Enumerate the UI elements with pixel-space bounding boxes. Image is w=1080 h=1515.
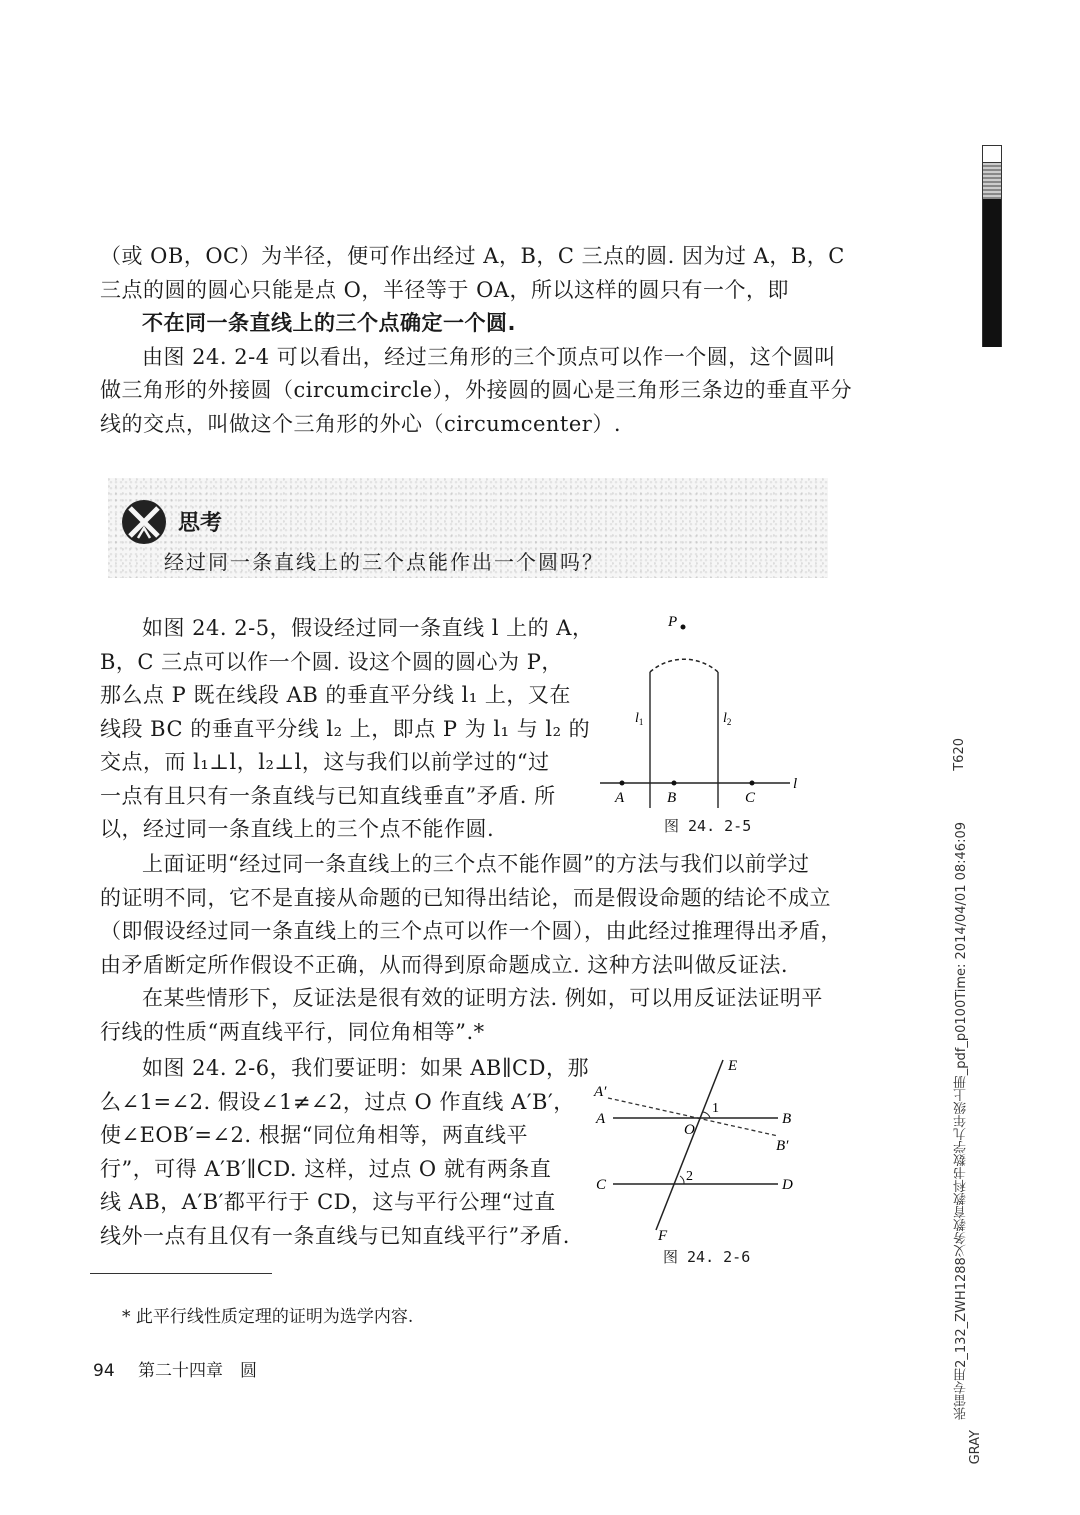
text-line: 交点，而 l₁⊥l，l₂⊥l，这与我们以前学过的“过 [100,750,550,774]
footnote-divider [90,1273,272,1274]
theorem-statement: 不在同一条直线上的三个点确定一个圆. [142,311,516,335]
page-footer [93,1356,257,1381]
svg-text:F: F [658,1228,668,1242]
figure-caption: 图 24. 2-6 [663,1248,751,1266]
footnote: * 此平行线性质定理的证明为选学内容. [122,1307,414,1327]
stamp-file-info: 张雷专用2_132_ZWH1288义务教育教科书数学九年级上册_pdf_p0100Time: 2014/04/01 08:46:09 [954,822,969,1420]
figure-24-2-6 [588,1052,803,1242]
svg-text:O: O [684,1122,695,1138]
think-title: 思考 [178,511,223,536]
svg-text:P: P [668,614,678,630]
text-line: 么∠1=∠2. 假设∠1≠∠2，过点 O 作直线 A′B′， [100,1089,575,1114]
svg-text:C: C [596,1177,607,1193]
text-line: 在某些情形下，反证法是很有效的证明方法. 例如，可以用反证法证明平 [142,986,823,1010]
svg-text:l1: $l_1$ [635,711,644,727]
svg-text:l: l [793,776,798,792]
text-line: （或 OB，OC）为半径，便可作出经过 A，B，C 三点的圆. 因为过 A，B，C [100,244,845,268]
text-line: 如图 24. 2-5，假设经过同一条直线 l 上的 A， [142,616,594,640]
figure-caption: 图 24. 2-5 [664,817,752,835]
text-line: 线 AB，A′B′都平行于 CD，这与平行公理“过直 [100,1190,556,1214]
think-box [108,478,828,578]
stamp-mode: GRAY [968,1430,983,1465]
svg-text:A: A [596,1111,606,1127]
think-question: 经过同一条直线上的三个点能作出一个圆吗？ [164,550,604,574]
text-line: 线外一点有且仅有一条直线与已知直线平行”矛盾. [100,1223,570,1248]
text-line: 一点有且只有一条直线与已知直线垂直”矛盾. 所 [100,783,556,808]
svg-text:B: B [667,790,677,806]
text-line: 由矛盾断定所作假设不正确，从而得到原命题成立. 这种方法叫做反证法. [100,952,789,977]
figure-24-2-5 [595,612,805,812]
text-line: 上面证明“经过同一条直线上的三个点不能作圆”的方法与我们以前学过 [142,852,810,876]
svg-text:A′: A′ [594,1084,607,1100]
stamp-code: T620 [952,738,967,771]
text-line: 线段 BC 的垂直平分线 l₂ 上，即点 P 为 l₁ 与 l₂ 的 [100,716,591,741]
paragraph-parallel [100,1052,589,1253]
svg-text:E: E [728,1058,738,1074]
text-line: 由图 24. 2-4 可以看出，经过三角形的三个顶点可以作一个圆，这个圆叫 [142,344,836,369]
text-line: 线的交点，叫做这个三角形的外心（circumcenter）. [100,411,622,436]
svg-text:A: A [615,790,625,806]
text-line: 行”，可得 A′B′∥CD. 这样，过点 O 就有两条直 [100,1156,552,1181]
svg-text:1: 1 [712,1101,719,1116]
svg-text:l2: $l_2$ [723,711,732,727]
text-line: 使∠EOB′=∠2. 根据“同位角相等，两直线平 [100,1123,528,1147]
text-line: 做三角形的外接圆（circumcircle），外接圆的圆心是三角形三条边的垂直平分 [100,378,853,402]
text-line: 行线的性质“两直线平行，同位角相等”.* [100,1019,485,1044]
text-line: （即假设经过同一条直线上的三个点可以作一个圆），由此经过推理得出矛盾， [100,919,842,943]
chapter-title: 第二十四章 圆 [138,1361,258,1381]
svg-text:D: D [782,1177,793,1193]
paragraph-contradiction [100,848,842,1049]
text-line: 三点的圆的圆心只能是点 O，半径等于 OA，所以这样的圆只有一个，即 [100,277,789,302]
text-line: 如图 24. 2-6，我们要证明：如果 AB∥CD，那 [142,1056,589,1080]
svg-text:C: C [745,790,756,806]
text-line: 那么点 P 既在线段 AB 的垂直平分线 l₁ 上，又在 [100,683,571,707]
text-line: 以，经过同一条直线上的三个点不能作圆. [100,817,495,841]
svg-text:2: 2 [686,1169,693,1184]
page-number: 94 [93,1361,115,1381]
think-icon [120,498,168,546]
text-line: 的证明不同，它不是直接从命题的已知得出结论，而是假设命题的结论不成立 [100,885,831,910]
text-line: B，C 三点可以作一个圆. 设这个圆的圆心为 P， [100,649,563,674]
gray-scale-strip [982,145,1002,347]
svg-text:B′: B′ [776,1138,789,1154]
paragraph-proof [100,612,594,847]
svg-text:B: B [782,1111,792,1127]
paragraph-intro [100,240,853,441]
